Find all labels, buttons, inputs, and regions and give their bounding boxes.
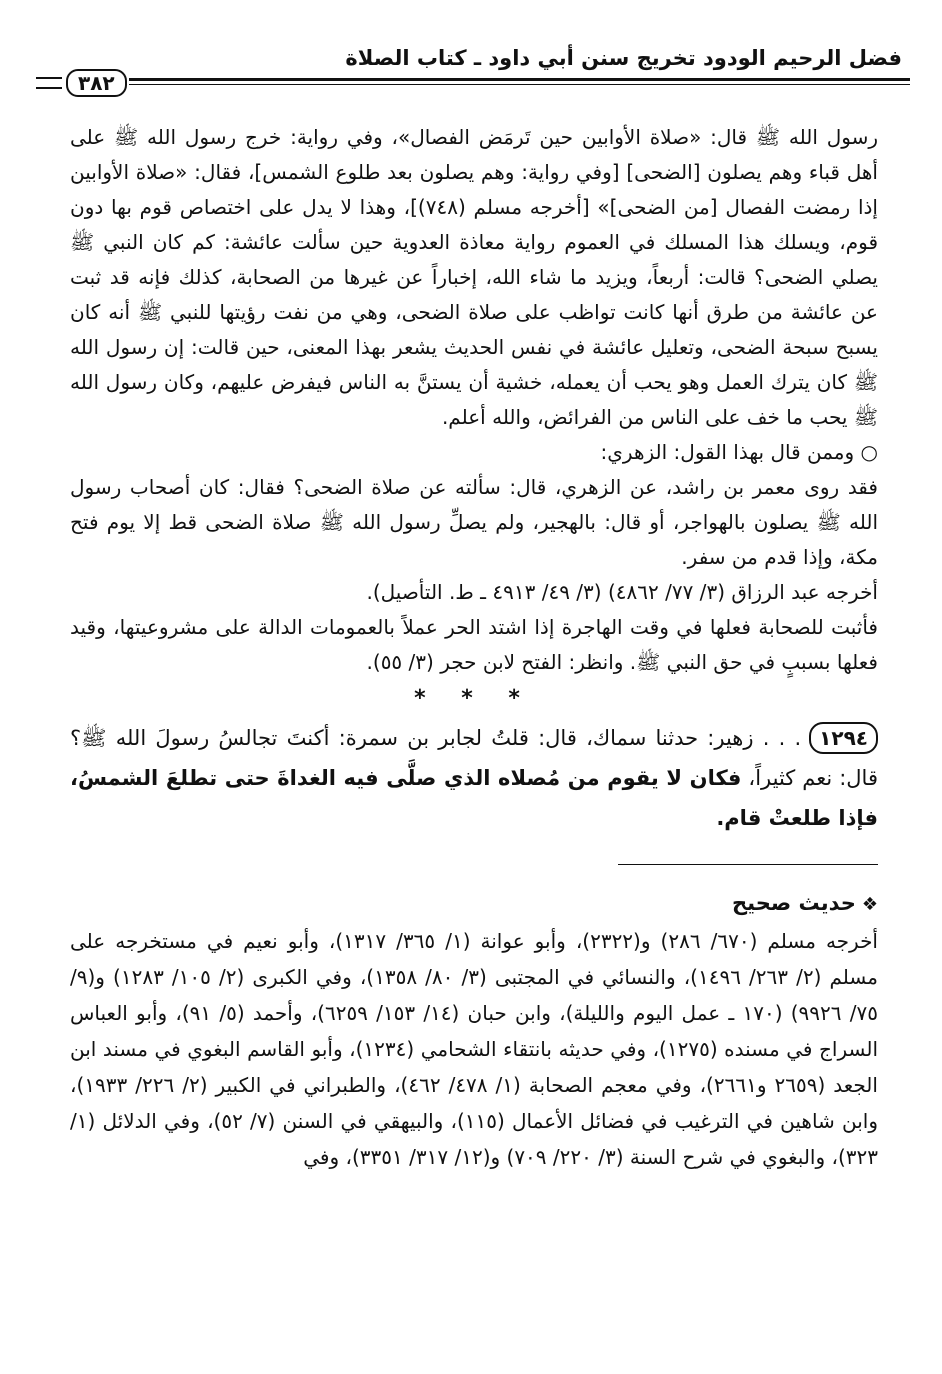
citation-line: أخرجه عبد الرزاق (٣/ ٧٧/ ٤٨٦٢) (٣/ ٤٩/ ٤٩١٣ ـ ط. التأصيل).	[366, 580, 878, 604]
hadith-text	[70, 718, 878, 838]
page-header	[34, 40, 910, 100]
paragraph: فقد روى معمر بن راشد، عن الزهري، قال: سألته عن صلاة الضحى؟ فقال: كان أصحاب رسول الله ﷺ يصلون بالهواجر، أو قال: بالهجير، ولم يصلِّ رسول الله ﷺ صلاة الضحى قط إلا يوم فتح مكة، وإذا قدم من سفر.	[70, 475, 878, 569]
footnote-text: أخرجه مسلم (٦٧٠/ ٢٨٦) و(٢٣٢٢)، وأبو عوانة (١/ ٣٦٥/ ١٣١٧)، وأبو نعيم في مستخرجه على مسلم (٢/ ٢٦٣/ ١٤٩٦)، والنسائي في المجتبى (٣/ ٨٠/ ١٣٥٨)، وفي الكبرى (٢/ ١٠٥/ ١٢٨٣) و(٩/ ٧٥/ ٩٩٢٦) (١٧٠ ـ عمل اليوم والليلة)، وابن حبان (١٤/ ١٥٣/ ٦٢٥٩)، وأحمد (٥/ ٩١)، وأبو العباس السراج في مسنده (١٢٧٥)، وفي حديثه بانتقاء الشحامي (١٢٣٤)، وأبو القاسم البغوي في مسند ابن الجعد (٢٦٥٩ و٢٦٦١)، وفي معجم الصحابة (١/ ٤٧٨/ ٤٦٢)، والطبراني في الكبير (٢/ ٢٢٦/ ١٩٣٣)، وابن شاهين في الترغيب في فضائل الأعمال (١١٥)، والبيهقي في السنن (٧/ ٥٢)، وفي الدلائل (١/ ٣٢٣)، والبغوي في شرح السنة (٣/ ٢٢٠/ ٧٠٩) و(١٢/ ٣١٧/ ٣٣٥١)، وفي	[70, 929, 878, 1169]
header-rule-thin	[34, 84, 910, 85]
footnote-rule	[618, 864, 878, 865]
page-number: ٣٨٢	[66, 69, 127, 97]
paragraph-bullet: ○ وممن قال بهذا القول: الزهري:	[70, 435, 878, 470]
page-number-ornament	[34, 68, 129, 98]
header-rule	[34, 78, 910, 81]
paragraph: رسول الله ﷺ قال: «صلاة الأوابين حين تَرمَض الفصال»، وفي رواية: خرج رسول الله ﷺ على أهل قباء وهم يصلون [الضحى] [وفي رواية: وهم يصلون بعد طلوع الشمس]، فقال: «صلاة الأوابين إذا رمضت الفصال [من الضحى]» [أخرجه مسلم (٧٤٨)]، وهذا لا يدل على اختصاص قوم بها دون قوم، ويسلك هذا المسلك في العموم رواية معاذة العدوية حين سألت عائشة: كم كان النبي ﷺ يصلي الضحى؟ قالت: أربعاً، ويزيد ما شاء الله، إخباراً عن غيرها من الصحابة، كذلك فإنه قد ثبت عن عائشة من طرق أنها كانت تواظب على صلاة الضحى، وهي من نفت رؤيتها للنبي ﷺ أنه كان يسبح سبحة الضحى، وتعليل عائشة في نفس الحديث يشعر بهذا المعنى، حين قالت: إن رسول الله ﷺ كان يترك العمل وهو يحب أن يعمله، خشية أن يستنَّ به الناس فيفرض عليهم، وكان رسول الله ﷺ يحب ما خف على الناس من الفرائض، والله أعلم.	[70, 125, 878, 429]
hadith-bold: فكان لا يقوم من مُصلاه الذي صلَّى فيه الغداةَ حتى تطلعَ الشمسُ، فإذا طلعتْ قام.	[70, 766, 878, 830]
hadith-number-badge: ١٢٩٤	[809, 722, 878, 754]
grade-heading	[70, 885, 878, 923]
paragraph: فأثبت للصحابة فعلها في وقت الهاجرة إذا اشتد الحر عملاً بالعمومات الدالة على مشروعيتها، وقيد فعلها بسببٍ في حق النبي ﷺ. وانظر: الفتح لابن حجر (٣/ ٥٥).	[70, 615, 878, 674]
book-icon: ❖	[861, 894, 878, 915]
grade-label: حديث صحيح	[732, 891, 856, 915]
hadith-lead: . . . زهير: حدثنا سماك، قال: قلتُ لجابر بن سمرة: أكنتَ تجالسُ رسولَ الله ﷺ؟ قال: نعم كثيراً،	[70, 726, 878, 790]
ornament-lines	[36, 77, 62, 89]
main-text	[70, 120, 878, 1175]
running-title: فضل الرحيم الودود تخريج سنن أبي داود ـ كتاب الصلاة	[345, 46, 902, 70]
section-divider-stars: * * *	[414, 686, 534, 711]
